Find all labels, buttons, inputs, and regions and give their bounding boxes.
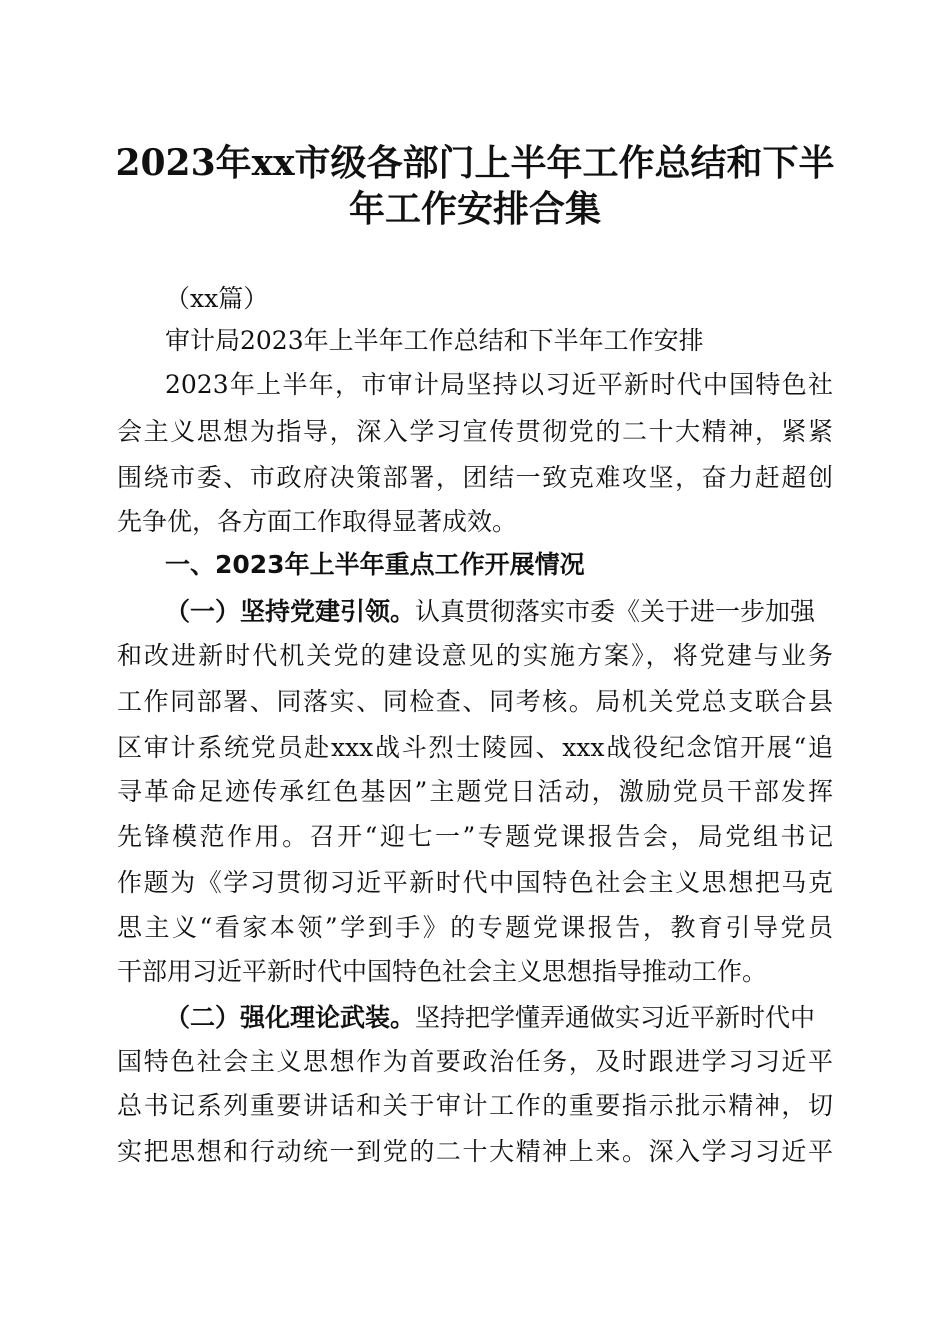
para2-lead: （二）强化理论武装。 (165, 1003, 416, 1032)
para1-line: 区审计系统党员赴xxx战斗烈士陵园、xxx战役纪念馆开展“追 (117, 733, 833, 762)
subtitle: 审计局2023年上半年工作总结和下半年工作安排 (165, 326, 704, 355)
intro-line: 2023年上半年，市审计局坚持以习近平新时代中国特色社 (165, 370, 833, 399)
section-tag: （xx篇） (165, 284, 269, 313)
document-title-line-1: 2023年xx市级各部门上半年工作总结和下半 (115, 142, 835, 184)
section-heading-1: 一、2023年上半年重点工作开展情况 (165, 550, 585, 579)
para1-line: 寻革命足迹传承红色基因”主题党日活动，激励党员干部发挥 (117, 777, 833, 806)
para2-line: 总书记系列重要讲话和关于审计工作的重要指示批示精神，切 (117, 1091, 833, 1120)
intro-line: 围绕市委、市政府决策部署，团结一致克难攻坚，奋力赶超创 (117, 463, 833, 492)
para1-line: 工作同部署、同落实、同检查、同考核。局机关党总支联合县 (117, 687, 833, 716)
para1-line: 作题为《学习贯彻习近平新时代中国特色社会主义思想把马克 (117, 868, 833, 897)
para1-lead: （一）坚持党建引领。 (165, 597, 416, 626)
intro-line: 会主义思想为指导，深入学习宣传贯彻党的二十大精神，紧紧 (117, 417, 833, 446)
para1-line: 认真贯彻落实市委《关于进一步加强 (415, 597, 816, 626)
para2-first-line (165, 1002, 833, 1034)
para1-first-line (165, 596, 833, 628)
para2-line: 实把思想和行动统一到党的二十大精神上来。深入学习习近平 (117, 1137, 833, 1166)
para1-line: 思主义“看家本领”学到手》的专题党课报告，教育引导党员 (117, 913, 833, 942)
para2-line: 坚持把学懂弄通做实习近平新时代中 (415, 1003, 816, 1032)
para2-line: 国特色社会主义思想作为首要政治任务，及时跟进学习习近平 (117, 1047, 833, 1076)
para1-line: 和改进新时代机关党的建设意见的实施方案》，将党建与业务 (117, 641, 833, 670)
document-title-line-2: 年工作安排合集 (348, 188, 601, 230)
para1-line: 先锋模范作用。召开“迎七一”专题党课报告会，局党组书记 (117, 822, 833, 851)
para1-line: 干部用习近平新时代中国特色社会主义思想指导推动工作。 (117, 957, 768, 986)
intro-line: 先争优，各方面工作取得显著成效。 (117, 507, 518, 536)
